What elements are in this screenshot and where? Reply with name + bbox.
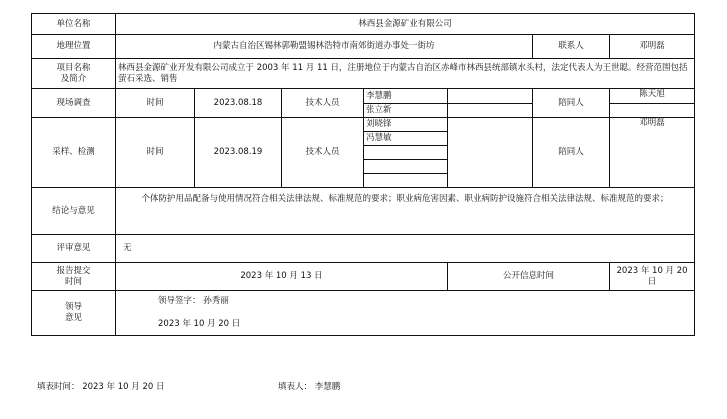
sampling-label: 采样、检测: [32, 118, 116, 188]
sampling-tech-3: [364, 146, 448, 160]
leader-opinion: [116, 291, 695, 336]
leader-label: 领导 意见: [32, 291, 116, 336]
public-label: 公开信息时间: [448, 263, 610, 291]
survey-tech-2: 张立新: [364, 104, 448, 118]
public-date: 2023 年 10 月 20 日: [610, 263, 695, 291]
conclusion-value: 个体防护用品配备与使用情况符合相关法律法规、标准规范的要求；职业病危害因素、职业病防护设施符合相关法律法规、标准规范的要求；: [116, 188, 695, 235]
survey-label: 现场调查: [32, 89, 116, 118]
sampling-tech-5: [364, 174, 448, 188]
sampling-time-label: 时间: [116, 118, 195, 188]
leader-date: 2023 年 10 月 20 日: [158, 319, 241, 329]
contact-label: 联系人: [533, 35, 610, 59]
conclusion-label: 结论与意见: [32, 188, 116, 235]
leader-sign: 领导签字： 孙秀丽: [158, 296, 229, 306]
project-label: 项目名称 及简介: [32, 59, 116, 89]
survey-tech-1-blank: [448, 89, 533, 104]
contact-value: 邓明磊: [610, 35, 695, 59]
unit-name-label: 单位名称: [32, 14, 116, 35]
sampling-tech-2: 冯慧敏: [364, 132, 448, 146]
review-value: 无: [116, 235, 695, 263]
survey-accomp-label: 陪同人: [533, 89, 610, 118]
sampling-tech-blank: [448, 118, 533, 188]
sampling-accomp-label: 陪同人: [533, 118, 610, 188]
survey-tech-1: 李慧鹏: [364, 89, 448, 104]
filler: 填表人： 李慧鹏: [278, 382, 341, 392]
fill-time: 填表时间： 2023 年 10 月 20 日: [37, 382, 165, 392]
review-label: 评审意见: [32, 235, 116, 263]
location-value: 内蒙古自治区锡林郭勒盟锡林浩特市南郊街道办事处一街坊: [116, 35, 533, 59]
unit-name-value: 林西县金源矿业有限公司: [116, 14, 695, 35]
sampling-accomp-1: 邓明磊: [610, 118, 695, 188]
report-date: 2023 年 10 月 13 日: [116, 263, 448, 291]
sampling-time-value: 2023.08.19: [195, 118, 282, 188]
survey-accomp-2: [610, 104, 695, 118]
report-label: 报告提交 时间: [32, 263, 116, 291]
project-value: 林西县金源矿业开发有限公司成立于 2003 年 11 月 11 日，注册地位于内蒙古自治区赤峰市林西县统部镇水头村，法定代表人为王世聪。经营范围包括萤石采选、销售: [116, 59, 695, 89]
sampling-tech-label: 技术人员: [282, 118, 364, 188]
sampling-tech-1: 刘晓锋: [364, 118, 448, 132]
survey-accomp-1: 陈天旭: [610, 89, 695, 104]
location-label: 地理位置: [32, 35, 116, 59]
survey-tech-2-blank: [448, 104, 533, 118]
survey-time-value: 2023.08.18: [195, 89, 282, 118]
survey-tech-label: 技术人员: [282, 89, 364, 118]
sampling-tech-4: [364, 160, 448, 174]
survey-time-label: 时间: [116, 89, 195, 118]
info-form-table: [31, 13, 695, 336]
